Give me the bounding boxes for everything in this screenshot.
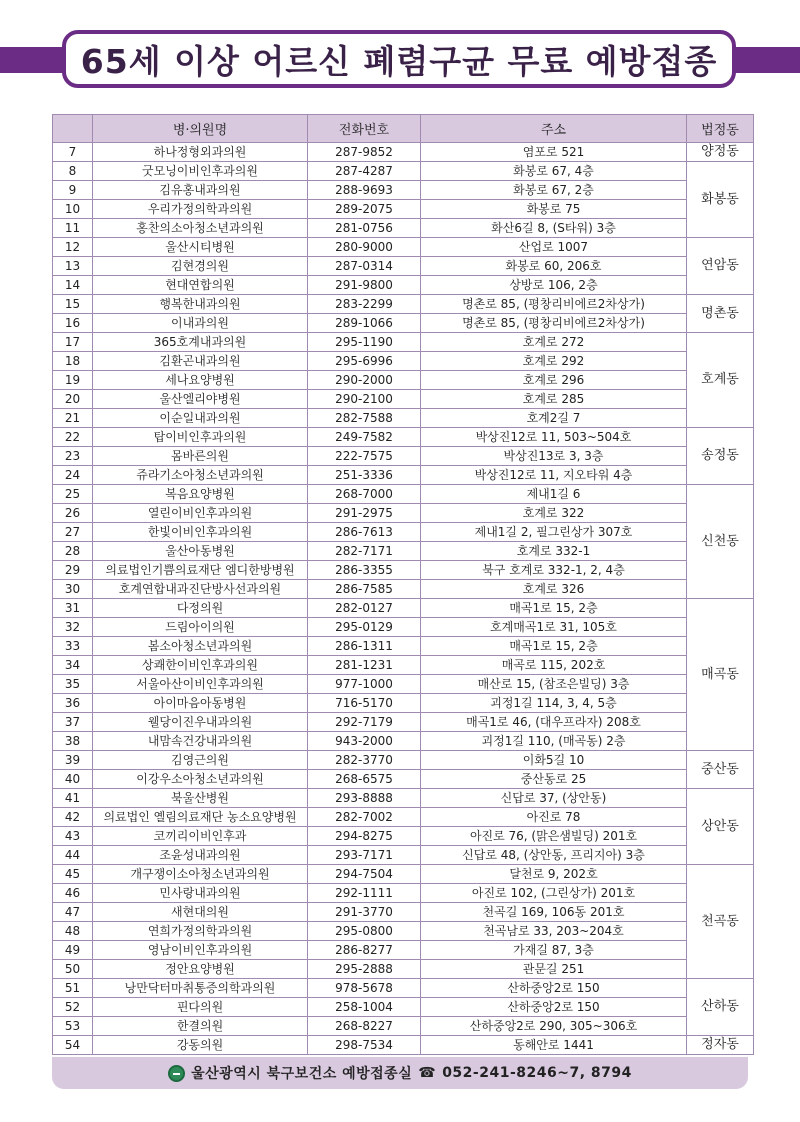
cell-no: 33	[53, 637, 93, 656]
cell-no: 52	[53, 998, 93, 1017]
table-row	[53, 371, 754, 390]
cell-address: 호계로 332-1	[421, 542, 687, 561]
cell-phone: 286-7585	[308, 580, 421, 599]
cell-address: 이화5길 10	[421, 751, 687, 770]
cell-address: 동해안로 1441	[421, 1036, 687, 1055]
footer-phone: 052-241-8246~7, 8794	[442, 1065, 632, 1081]
cell-no: 26	[53, 504, 93, 523]
cell-address: 괴정1길 114, 3, 4, 5층	[421, 694, 687, 713]
cell-phone: 295-2888	[308, 960, 421, 979]
cell-phone: 287-0314	[308, 257, 421, 276]
cell-address: 아진로 78	[421, 808, 687, 827]
cell-address: 호계로 272	[421, 333, 687, 352]
table-row	[53, 846, 754, 865]
title-box	[62, 30, 736, 88]
header-tel: 전화번호	[308, 115, 421, 143]
cell-no: 17	[53, 333, 93, 352]
cell-clinic-name: 김영근의원	[93, 751, 308, 770]
table-row	[53, 827, 754, 846]
cell-phone: 289-1066	[308, 314, 421, 333]
cell-no: 14	[53, 276, 93, 295]
cell-clinic-name: 개구쟁이소아청소년과의원	[93, 865, 308, 884]
cell-address: 괴정1길 110, (매곡동) 2층	[421, 732, 687, 751]
cell-phone: 290-2100	[308, 390, 421, 409]
cell-address: 천곡길 169, 106동 201호	[421, 903, 687, 922]
cell-phone: 293-8888	[308, 789, 421, 808]
cell-phone: 282-3770	[308, 751, 421, 770]
cell-no: 51	[53, 979, 93, 998]
cell-address: 화봉로 75	[421, 200, 687, 219]
table-row	[53, 238, 754, 257]
cell-no: 11	[53, 219, 93, 238]
cell-clinic-name: 민사랑내과의원	[93, 884, 308, 903]
cell-phone: 289-2075	[308, 200, 421, 219]
cell-clinic-name: 하나정형외과의원	[93, 143, 308, 162]
cell-address: 호계로 322	[421, 504, 687, 523]
cell-phone: 251-3336	[308, 466, 421, 485]
table-row	[53, 656, 754, 675]
table-row	[53, 314, 754, 333]
table-row	[53, 979, 754, 998]
cell-phone: 281-0756	[308, 219, 421, 238]
cell-phone: 292-1111	[308, 884, 421, 903]
cell-legal-dong: 신천동	[687, 485, 754, 599]
cell-no: 23	[53, 447, 93, 466]
cell-phone: 295-1190	[308, 333, 421, 352]
cell-phone: 268-7000	[308, 485, 421, 504]
cell-clinic-name: 복음요양병원	[93, 485, 308, 504]
cell-address: 산업로 1007	[421, 238, 687, 257]
table-row	[53, 713, 754, 732]
cell-phone: 943-2000	[308, 732, 421, 751]
table-row	[53, 998, 754, 1017]
cell-phone: 258-1004	[308, 998, 421, 1017]
cell-address: 호계로 292	[421, 352, 687, 371]
cell-clinic-name: 김환곤내과의원	[93, 352, 308, 371]
cell-phone: 281-1231	[308, 656, 421, 675]
cell-clinic-name: 울산아동병원	[93, 542, 308, 561]
cell-address: 호계매곡1로 31, 105호	[421, 618, 687, 637]
cell-address: 산하중앙2로 150	[421, 979, 687, 998]
cell-phone: 268-6575	[308, 770, 421, 789]
header-no	[53, 115, 93, 143]
cell-address: 산하중앙2로 150	[421, 998, 687, 1017]
table-row	[53, 162, 754, 181]
cell-address: 염포로 521	[421, 143, 687, 162]
cell-phone: 295-0129	[308, 618, 421, 637]
table-row	[53, 428, 754, 447]
cell-legal-dong: 산하동	[687, 979, 754, 1036]
cell-no: 30	[53, 580, 93, 599]
table-row	[53, 390, 754, 409]
table-row	[53, 466, 754, 485]
cell-address: 호계2길 7	[421, 409, 687, 428]
cell-address: 매곡1로 15, 2층	[421, 637, 687, 656]
cell-no: 37	[53, 713, 93, 732]
table-row	[53, 523, 754, 542]
cell-clinic-name: 핀다의원	[93, 998, 308, 1017]
cell-legal-dong: 화봉동	[687, 162, 754, 238]
cell-legal-dong: 호계동	[687, 333, 754, 428]
cell-clinic-name: 현대연합의원	[93, 276, 308, 295]
table-row	[53, 637, 754, 656]
clinic-table	[52, 114, 754, 1055]
footer-org: 울산광역시 북구보건소 예방접종실	[191, 1066, 413, 1082]
cell-address: 매곡1로 46, (대우프라자) 208호	[421, 713, 687, 732]
cell-legal-dong: 정자동	[687, 1036, 754, 1055]
cell-clinic-name: 열린이비인후과의원	[93, 504, 308, 523]
cell-clinic-name: 이순일내과의원	[93, 409, 308, 428]
table-row	[53, 580, 754, 599]
cell-no: 34	[53, 656, 93, 675]
table-row	[53, 865, 754, 884]
cell-phone: 978-5678	[308, 979, 421, 998]
cell-clinic-name: 호계연합내과진단방사선과의원	[93, 580, 308, 599]
table-row	[53, 941, 754, 960]
table-row	[53, 276, 754, 295]
cell-address: 가재길 87, 3층	[421, 941, 687, 960]
table-row	[53, 257, 754, 276]
cell-clinic-name: 웰당이진우내과의원	[93, 713, 308, 732]
cell-phone: 298-7534	[308, 1036, 421, 1055]
cell-phone: 292-7179	[308, 713, 421, 732]
cell-phone: 287-4287	[308, 162, 421, 181]
cell-no: 28	[53, 542, 93, 561]
cell-address: 매산로 15, (참조은빌딩) 3층	[421, 675, 687, 694]
cell-address: 호계로 285	[421, 390, 687, 409]
table-row	[53, 485, 754, 504]
cell-legal-dong: 양정동	[687, 143, 754, 162]
cell-legal-dong: 명촌동	[687, 295, 754, 333]
cell-address: 박상진12로 11, 지오타워 4층	[421, 466, 687, 485]
cell-clinic-name: 탑이비인후과의원	[93, 428, 308, 447]
cell-no: 31	[53, 599, 93, 618]
table-row	[53, 352, 754, 371]
cell-no: 15	[53, 295, 93, 314]
cell-phone: 977-1000	[308, 675, 421, 694]
table-row	[53, 903, 754, 922]
cell-legal-dong: 상안동	[687, 789, 754, 865]
cell-clinic-name: 다정의원	[93, 599, 308, 618]
cell-clinic-name: 봄소아청소년과의원	[93, 637, 308, 656]
cell-no: 20	[53, 390, 93, 409]
cell-no: 41	[53, 789, 93, 808]
ulsan-bukgu-logo-icon	[168, 1065, 185, 1082]
cell-phone: 268-8227	[308, 1017, 421, 1036]
page-title: 65세 이상 어르신 폐렴구균 무료 예방접종	[80, 41, 718, 81]
cell-no: 42	[53, 808, 93, 827]
cell-phone: 293-7171	[308, 846, 421, 865]
cell-address: 화봉로 67, 2층	[421, 181, 687, 200]
cell-clinic-name: 낭만닥터마취통증의학과의원	[93, 979, 308, 998]
cell-no: 13	[53, 257, 93, 276]
cell-address: 매곡로 115, 202호	[421, 656, 687, 675]
cell-no: 44	[53, 846, 93, 865]
cell-clinic-name: 세나요양병원	[93, 371, 308, 390]
cell-clinic-name: 강동의원	[93, 1036, 308, 1055]
cell-address: 명촌로 85, (평창리비에르2차상가)	[421, 295, 687, 314]
cell-no: 8	[53, 162, 93, 181]
cell-no: 32	[53, 618, 93, 637]
cell-phone: 286-3355	[308, 561, 421, 580]
cell-phone: 222-7575	[308, 447, 421, 466]
cell-phone: 249-7582	[308, 428, 421, 447]
table-row	[53, 694, 754, 713]
cell-phone: 286-7613	[308, 523, 421, 542]
cell-address: 신답로 48, (상안동, 프리지아) 3층	[421, 846, 687, 865]
cell-no: 12	[53, 238, 93, 257]
cell-address: 관문길 251	[421, 960, 687, 979]
cell-phone: 286-8277	[308, 941, 421, 960]
cell-phone: 283-2299	[308, 295, 421, 314]
cell-address: 호계로 296	[421, 371, 687, 390]
cell-clinic-name: 의료법인기쁨의료재단 엠디한방병원	[93, 561, 308, 580]
table-row	[53, 770, 754, 789]
cell-clinic-name: 상쾌한이비인후과의원	[93, 656, 308, 675]
cell-clinic-name: 드림아이의원	[93, 618, 308, 637]
cell-address: 호계로 326	[421, 580, 687, 599]
cell-phone: 291-2975	[308, 504, 421, 523]
cell-address: 화봉로 60, 206호	[421, 257, 687, 276]
cell-clinic-name: 굿모닝이비인후과의원	[93, 162, 308, 181]
cell-clinic-name: 김유홍내과의원	[93, 181, 308, 200]
cell-address: 산하중앙2로 290, 305~306호	[421, 1017, 687, 1036]
table-row	[53, 447, 754, 466]
cell-no: 7	[53, 143, 93, 162]
cell-clinic-name: 한빛이비인후과의원	[93, 523, 308, 542]
cell-clinic-name: 연희가정의학과의원	[93, 922, 308, 941]
table-row	[53, 808, 754, 827]
cell-phone: 290-2000	[308, 371, 421, 390]
cell-clinic-name: 코끼리이비인후과	[93, 827, 308, 846]
table-row	[53, 732, 754, 751]
cell-no: 43	[53, 827, 93, 846]
cell-clinic-name: 우리가정의학과의원	[93, 200, 308, 219]
cell-clinic-name: 한결의원	[93, 1017, 308, 1036]
cell-no: 54	[53, 1036, 93, 1055]
cell-clinic-name: 영남이비인후과의원	[93, 941, 308, 960]
cell-address: 명촌로 85, (평창리비에르2차상가)	[421, 314, 687, 333]
cell-no: 49	[53, 941, 93, 960]
cell-no: 47	[53, 903, 93, 922]
table-row	[53, 599, 754, 618]
cell-no: 9	[53, 181, 93, 200]
cell-address: 아진로 102, (그린상가) 201호	[421, 884, 687, 903]
cell-address: 화산6길 8, (S타워) 3층	[421, 219, 687, 238]
table-row	[53, 200, 754, 219]
cell-clinic-name: 울산엘리야병원	[93, 390, 308, 409]
cell-phone: 291-3770	[308, 903, 421, 922]
cell-phone: 282-7588	[308, 409, 421, 428]
cell-address: 화봉로 67, 4층	[421, 162, 687, 181]
table-row	[53, 884, 754, 903]
table-row	[53, 542, 754, 561]
cell-no: 24	[53, 466, 93, 485]
cell-no: 50	[53, 960, 93, 979]
cell-clinic-name: 북울산병원	[93, 789, 308, 808]
cell-address: 천곡남로 33, 203~204호	[421, 922, 687, 941]
cell-legal-dong: 송정동	[687, 428, 754, 485]
table-header-row	[53, 115, 754, 143]
clinic-table-wrapper	[52, 114, 748, 1055]
header-dong: 법정동	[687, 115, 754, 143]
cell-no: 36	[53, 694, 93, 713]
header-name: 병·의원명	[93, 115, 308, 143]
cell-phone: 288-9693	[308, 181, 421, 200]
cell-no: 29	[53, 561, 93, 580]
table-row	[53, 751, 754, 770]
table-row	[53, 618, 754, 637]
cell-phone: 286-1311	[308, 637, 421, 656]
table-row	[53, 1017, 754, 1036]
cell-address: 아진로 76, (맑은샘빌딩) 201호	[421, 827, 687, 846]
cell-legal-dong: 연암동	[687, 238, 754, 295]
cell-clinic-name: 울산시티병원	[93, 238, 308, 257]
cell-phone: 295-0800	[308, 922, 421, 941]
cell-no: 19	[53, 371, 93, 390]
table-row	[53, 409, 754, 428]
table-row	[53, 960, 754, 979]
cell-legal-dong: 중산동	[687, 751, 754, 789]
cell-phone: 295-6996	[308, 352, 421, 371]
cell-clinic-name: 몸바른의원	[93, 447, 308, 466]
cell-clinic-name: 의료법인 옐림의료재단 농소요양병원	[93, 808, 308, 827]
cell-no: 53	[53, 1017, 93, 1036]
table-row	[53, 1036, 754, 1055]
cell-phone: 280-9000	[308, 238, 421, 257]
cell-no: 21	[53, 409, 93, 428]
phone-icon: ☎	[418, 1065, 437, 1081]
cell-no: 40	[53, 770, 93, 789]
cell-clinic-name: 쥬라기소아청소년과의원	[93, 466, 308, 485]
cell-address: 박상진12로 11, 503~504호	[421, 428, 687, 447]
footer-bar	[52, 1057, 748, 1089]
cell-clinic-name: 이강우소아청소년과의원	[93, 770, 308, 789]
table-body	[53, 143, 754, 1055]
cell-address: 신답로 37, (상안동)	[421, 789, 687, 808]
cell-phone: 294-8275	[308, 827, 421, 846]
cell-address: 매곡1로 15, 2층	[421, 599, 687, 618]
cell-phone: 294-7504	[308, 865, 421, 884]
cell-no: 48	[53, 922, 93, 941]
cell-phone: 282-7171	[308, 542, 421, 561]
cell-clinic-name: 새현대의원	[93, 903, 308, 922]
table-row	[53, 504, 754, 523]
cell-no: 46	[53, 884, 93, 903]
cell-phone: 291-9800	[308, 276, 421, 295]
cell-no: 16	[53, 314, 93, 333]
cell-clinic-name: 내맘속건강내과의원	[93, 732, 308, 751]
cell-no: 39	[53, 751, 93, 770]
cell-no: 22	[53, 428, 93, 447]
cell-clinic-name: 홍찬의소아청소년과의원	[93, 219, 308, 238]
table-row	[53, 333, 754, 352]
cell-clinic-name: 365호계내과의원	[93, 333, 308, 352]
cell-address: 북구 호계로 332-1, 2, 4층	[421, 561, 687, 580]
table-row	[53, 181, 754, 200]
cell-no: 18	[53, 352, 93, 371]
cell-clinic-name: 이내과의원	[93, 314, 308, 333]
header-address: 주소	[421, 115, 687, 143]
cell-phone: 287-9852	[308, 143, 421, 162]
cell-phone: 282-0127	[308, 599, 421, 618]
cell-no: 10	[53, 200, 93, 219]
cell-no: 27	[53, 523, 93, 542]
table-row	[53, 295, 754, 314]
cell-legal-dong: 매곡동	[687, 599, 754, 751]
cell-clinic-name: 행복한내과의원	[93, 295, 308, 314]
cell-clinic-name: 서울아산이비인후과의원	[93, 675, 308, 694]
cell-address: 제내1길 6	[421, 485, 687, 504]
cell-address: 중산동로 25	[421, 770, 687, 789]
cell-clinic-name: 아이마음아동병원	[93, 694, 308, 713]
table-row	[53, 561, 754, 580]
cell-phone: 282-7002	[308, 808, 421, 827]
table-row	[53, 143, 754, 162]
table-row	[53, 922, 754, 941]
cell-no: 25	[53, 485, 93, 504]
cell-phone: 716-5170	[308, 694, 421, 713]
cell-no: 45	[53, 865, 93, 884]
cell-no: 35	[53, 675, 93, 694]
cell-address: 달천로 9, 202호	[421, 865, 687, 884]
cell-clinic-name: 정안요양병원	[93, 960, 308, 979]
table-row	[53, 675, 754, 694]
cell-address: 제내1길 2, 필그린상가 307호	[421, 523, 687, 542]
cell-clinic-name: 김현경의원	[93, 257, 308, 276]
cell-no: 38	[53, 732, 93, 751]
cell-address: 상방로 106, 2층	[421, 276, 687, 295]
cell-legal-dong: 천곡동	[687, 865, 754, 979]
table-row	[53, 789, 754, 808]
table-row	[53, 219, 754, 238]
cell-address: 박상진13로 3, 3층	[421, 447, 687, 466]
cell-clinic-name: 조윤성내과의원	[93, 846, 308, 865]
